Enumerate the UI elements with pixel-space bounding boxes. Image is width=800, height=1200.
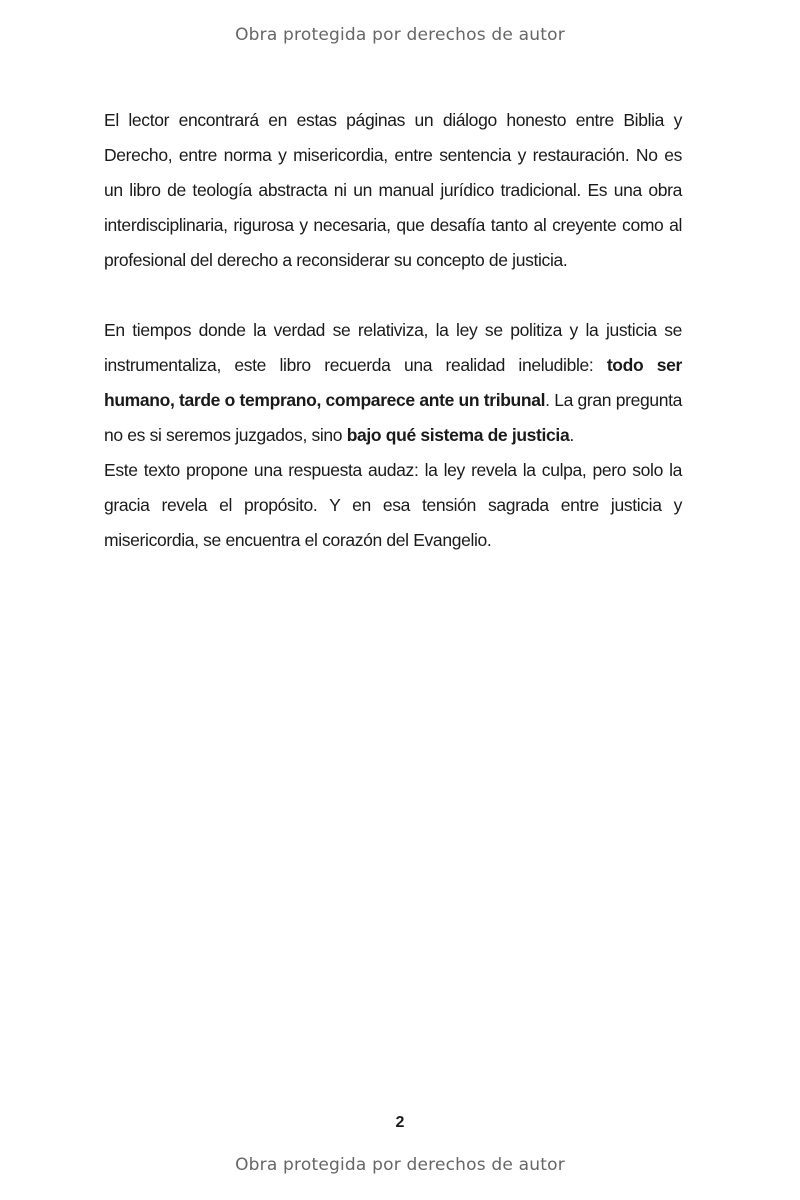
paragraph-2 xyxy=(104,313,682,453)
paragraph-2-text-2: . La gran pregunta no es si seremos juzgados, sino xyxy=(104,390,683,445)
paragraph-1: El lector encontrará en estas páginas un diálogo honesto entre Biblia y Derecho, entre norma y misericordia, entre sentencia y restauración. No es un libro de teología abstracta ni un manual jurídico tradicional. Es una obra interdisciplinaria, rigurosa y necesaria, que desafía tanto al creyente como al profesional del derecho a reconsiderar su concepto de justicia. xyxy=(104,110,682,270)
page-body xyxy=(104,103,682,558)
watermark-bottom: Obra protegida por derechos de autor xyxy=(235,1155,565,1175)
watermark-top: Obra protegida por derechos de autor xyxy=(235,25,565,45)
page-number: 2 xyxy=(395,1114,405,1131)
paragraph-2-bold-2: bajo qué sistema de justicia xyxy=(346,425,570,445)
paragraph-2-text-3: . xyxy=(569,425,574,445)
paragraph-3: Este texto propone una respuesta audaz: la ley revela la culpa, pero solo la gracia revela el propósito. Y en esa tensión sagrada entre justicia y misericordia, se encuentra el corazón del Evangelio. xyxy=(104,460,682,550)
paragraph-2-text-1: En tiempos donde la verdad se relativiza, la ley se politiza y la justicia se instrumentaliza, este libro recuerda una realidad ineludible: xyxy=(104,320,682,375)
paragraph-2-bold-1: todo ser humano, tarde o temprano, comparece ante un tribunal xyxy=(104,355,682,410)
